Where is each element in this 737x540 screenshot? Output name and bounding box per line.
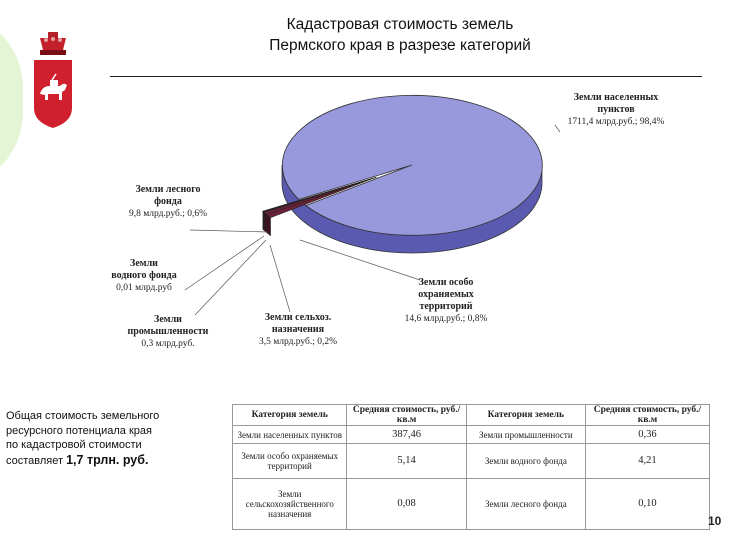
average-cost-table: [232, 404, 710, 530]
title-divider: [110, 76, 702, 77]
slice-lesnoy-fond-side: [264, 212, 266, 232]
slice-naselennye-punkty: [282, 95, 542, 235]
slice-label: Земли населенных: [573, 92, 659, 103]
slice-value-label: 14,6 млрд.руб.; 0,8%: [404, 314, 488, 324]
leader-line: [185, 236, 264, 290]
table-cell: Земли сельскохозяйственного назначения: [233, 478, 347, 529]
slice-label: Земли: [154, 314, 182, 325]
table-cell: 0,10: [585, 478, 709, 529]
info-line-1: Общая стоимость земельного: [6, 410, 160, 422]
slice-label: территорий: [419, 301, 473, 312]
header-cost-1: Средняя стоимость, руб./кв.м: [347, 405, 466, 426]
slice-label: пунктов: [597, 104, 635, 115]
slice-label: промышленности: [127, 326, 209, 337]
total-value-note: [6, 409, 206, 468]
table-cell: 4,21: [585, 444, 709, 479]
header-category-2: Категория земель: [466, 405, 585, 426]
chart-title: [200, 14, 600, 56]
table-cell: 387,46: [347, 426, 466, 444]
leader-line: [190, 230, 268, 232]
table-cell: Земли водного фонда: [466, 444, 585, 479]
info-line-4: составляет: [6, 454, 67, 467]
total-value: 1,7 трлн. руб.: [66, 452, 149, 467]
slice-value-label: 1711,4 млрд.руб.; 98,4%: [567, 117, 665, 127]
leader-line: [195, 240, 266, 315]
title-line-1: Кадастровая стоимость земель: [286, 16, 514, 33]
slice-label: Земли сельхоз.: [264, 312, 332, 323]
slice-value-label: 0,01 млрд.руб: [116, 283, 172, 293]
title-line-2: Пермского края в разрезе категорий: [269, 37, 531, 54]
table-cell: 0,36: [585, 426, 709, 444]
slice-label: фонда: [154, 196, 182, 207]
table-header-row: [233, 405, 710, 426]
table-cell: 0,08: [347, 478, 466, 529]
slice-label: водного фонда: [111, 270, 177, 281]
slice-value-label: 3,5 млрд.руб.; 0,2%: [258, 337, 338, 347]
table-cell: Земли особо охраняемых территорий: [233, 444, 347, 479]
pie-chart: [0, 80, 737, 400]
table-cell: Земли лесного фонда: [466, 478, 585, 529]
slice-value-label: 0,3 млрд.руб.: [141, 339, 195, 349]
slice-label: назначения: [271, 324, 325, 335]
header-cost-2: Средняя стоимость, руб./кв.м: [585, 405, 709, 426]
table-row: [233, 478, 710, 529]
pie-marks: [263, 95, 542, 253]
table-cell: 5,14: [347, 444, 466, 479]
slice-label: Земли лесного: [135, 184, 201, 195]
info-line-2: ресурсного потенциала края: [6, 424, 152, 437]
header-category-1: Категория земель: [233, 405, 347, 426]
page-number: 10: [708, 514, 722, 528]
table-cell: Земли населенных пунктов: [233, 426, 347, 444]
slice-osobo-okhranyaemye-side: [267, 215, 271, 236]
slice-value-label: 9,8 млрд.руб.; 0,6%: [128, 209, 208, 219]
info-line-3: по кадастровой стоимости: [6, 439, 142, 451]
leader-line: [555, 125, 560, 132]
table-row: [233, 426, 710, 444]
leader-line: [270, 245, 290, 312]
table-cell: Земли промышленности: [466, 426, 585, 444]
slice-label: Земли: [130, 258, 158, 269]
slice-label: Земли особо: [418, 277, 474, 288]
slice-label: охраняемых: [418, 289, 474, 300]
table-row: [233, 444, 710, 479]
